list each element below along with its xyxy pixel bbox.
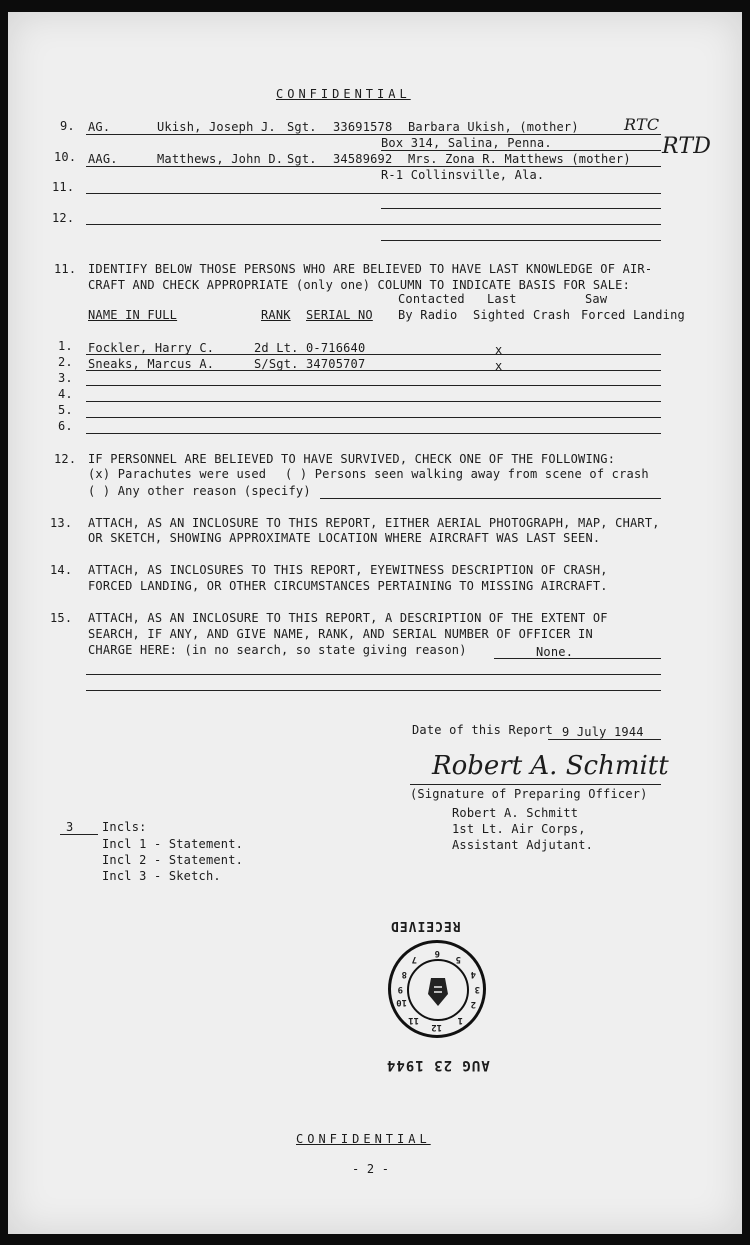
stamp-number: 8 [401,969,407,979]
column-header: Contacted [398,292,465,306]
check-mark: x [495,343,503,357]
column-header: Sighted [473,308,525,322]
table-row-number: 1. [58,339,73,353]
check-mark: x [495,359,503,373]
crew-row-number: 9. [60,119,75,133]
stamp-number: 2 [470,999,476,1009]
column-header: By Radio [398,308,458,322]
column-header: RANK [261,308,291,322]
received-stamp-date: AUG 23 1944 [386,1057,490,1073]
section-text: FORCED LANDING, OR OTHER CIRCUMSTANCES PERTAINING TO MISSING AIRCRAFT. [88,579,608,593]
person-rank: S/Sgt. [254,357,299,371]
form-line [86,370,661,371]
inclosure-item: Incl 2 - Statement. [102,853,244,867]
section-number: 15. [50,611,73,625]
signature-label: (Signature of Preparing Officer) [410,787,648,801]
crew-row-number: 11. [52,180,75,194]
crew-address: Box 314, Salina, Penna. [381,136,552,150]
section-text: CRAFT AND CHECK APPROPRIATE (only one) COLUMN TO INDICATE BASIS FOR SALE: [88,278,630,292]
officer-rank: 1st Lt. Air Corps, [452,822,586,836]
crew-next-of-kin: Barbara Ukish, (mother) [408,120,579,134]
stamp-number: 7 [411,954,417,964]
stamp-number: 5 [455,954,461,964]
survival-option: ( ) Any other reason (specify) [88,484,311,498]
person-name: Fockler, Harry C. [88,341,215,355]
search-answer: None. [536,645,574,659]
column-header: Saw [585,292,608,306]
section-text: CHARGE HERE: (in no search, so state giving reason) [88,643,467,657]
crew-address: R-1 Collinsville, Ala. [381,168,545,182]
crew-next-of-kin: Mrs. Zona R. Matthews (mother) [408,152,631,166]
form-line [86,193,661,194]
crew-name: Ukish, Joseph J. [157,120,276,134]
stamp-number: 6 [434,948,440,958]
crew-serial: 33691578 [333,120,393,134]
crew-handwritten-mark: RTD [662,134,712,159]
form-line [548,739,661,740]
crew-handwritten-mark: RTC [624,115,660,134]
officer-title: Assistant Adjutant. [452,838,594,852]
stamp-number: 3 [474,984,480,994]
crew-position: AAG. [88,152,118,166]
form-line [86,401,661,402]
form-line [86,690,661,691]
column-header: Crash [533,308,571,322]
table-row-number: 3. [58,371,73,385]
survival-option: (x) Parachutes were used [88,467,267,481]
form-line [494,658,661,659]
form-line [320,498,661,499]
form-line [86,354,661,355]
column-header: NAME IN FULL [88,308,178,322]
table-row-number: 5. [58,403,73,417]
crew-position: AG. [88,120,111,134]
officer-name: Robert A. Schmitt [452,806,579,820]
classification-footer: CONFIDENTIAL [296,1132,431,1146]
person-serial: 0-716640 [306,341,366,355]
person-serial: 34705707 [306,357,366,371]
stamp-number: 4 [470,969,476,979]
form-line [86,224,661,225]
form-line [86,433,661,434]
form-line [86,134,661,135]
section-text: ATTACH, AS AN INCLOSURE TO THIS REPORT, A DESCRIPTION OF THE EXTENT OF [88,611,608,625]
section-number: 13. [50,516,73,530]
report-date: 9 July 1944 [562,725,644,739]
table-row-number: 6. [58,419,73,433]
form-line [60,834,98,835]
section-text: IDENTIFY BELOW THOSE PERSONS WHO ARE BELIEVED TO HAVE LAST KNOWLEDGE OF AIR- [88,262,653,276]
section-text: SEARCH, IF ANY, AND GIVE NAME, RANK, AND SERIAL NUMBER OF OFFICER IN [88,627,593,641]
stamp-number: 9 [397,984,403,994]
form-line [86,674,661,675]
stamp-eagle-icon [423,974,453,1008]
section-text: IF PERSONNEL ARE BELIEVED TO HAVE SURVIVED, CHECK ONE OF THE FOLLOWING: [88,452,616,466]
section-text: ATTACH, AS AN INCLOSURE TO THIS REPORT, EITHER AERIAL PHOTOGRAPH, MAP, CHART, [88,516,660,530]
stamp-number: 1 [457,1015,463,1025]
report-date-label: Date of this Report [412,723,554,737]
crew-rank: Sgt. [287,152,317,166]
form-line [381,150,661,151]
form-line [86,166,661,167]
received-stamp-clock [388,940,486,1038]
inclosure-item: Incl 3 - Sketch. [102,869,221,883]
stamp-number: 11 [408,1015,419,1025]
form-line [381,208,661,209]
section-text: OR SKETCH, SHOWING APPROXIMATE LOCATION WHERE AIRCRAFT WAS LAST SEEN. [88,531,601,545]
table-row-number: 2. [58,355,73,369]
crew-name: Matthews, John D. [157,152,284,166]
page-number: - 2 - [352,1162,390,1176]
section-text: ATTACH, AS INCLOSURES TO THIS REPORT, EYEWITNESS DESCRIPTION OF CRASH, [88,563,608,577]
section-number: 11. [54,262,77,276]
column-header: Last [487,292,517,306]
form-line [86,417,661,418]
form-line [381,240,661,241]
inclosure-item: Incl 1 - Statement. [102,837,244,851]
column-header: Forced Landing [581,308,685,322]
inclosure-count: 3 [66,820,74,834]
received-stamp-label: RECEIVED [390,918,461,933]
classification-header: CONFIDENTIAL [276,87,411,101]
stamp-number: 12 [431,1022,442,1032]
form-line [86,385,661,386]
form-line [410,784,661,785]
crew-row-number: 12. [52,211,75,225]
person-name: Sneaks, Marcus A. [88,357,215,371]
section-number: 14. [50,563,73,577]
person-rank: 2d Lt. [254,341,299,355]
crew-rank: Sgt. [287,120,317,134]
survival-option: ( ) Persons seen walking away from scene of crash [285,467,649,481]
inclosure-label: Incls: [102,820,147,834]
column-header: SERIAL NO [306,308,373,322]
stamp-number: 10 [396,997,407,1007]
crew-row-number: 10. [54,150,77,164]
section-number: 12. [54,452,77,466]
crew-serial: 34589692 [333,152,393,166]
table-row-number: 4. [58,387,73,401]
officer-signature: Robert A. Schmitt [432,751,669,781]
